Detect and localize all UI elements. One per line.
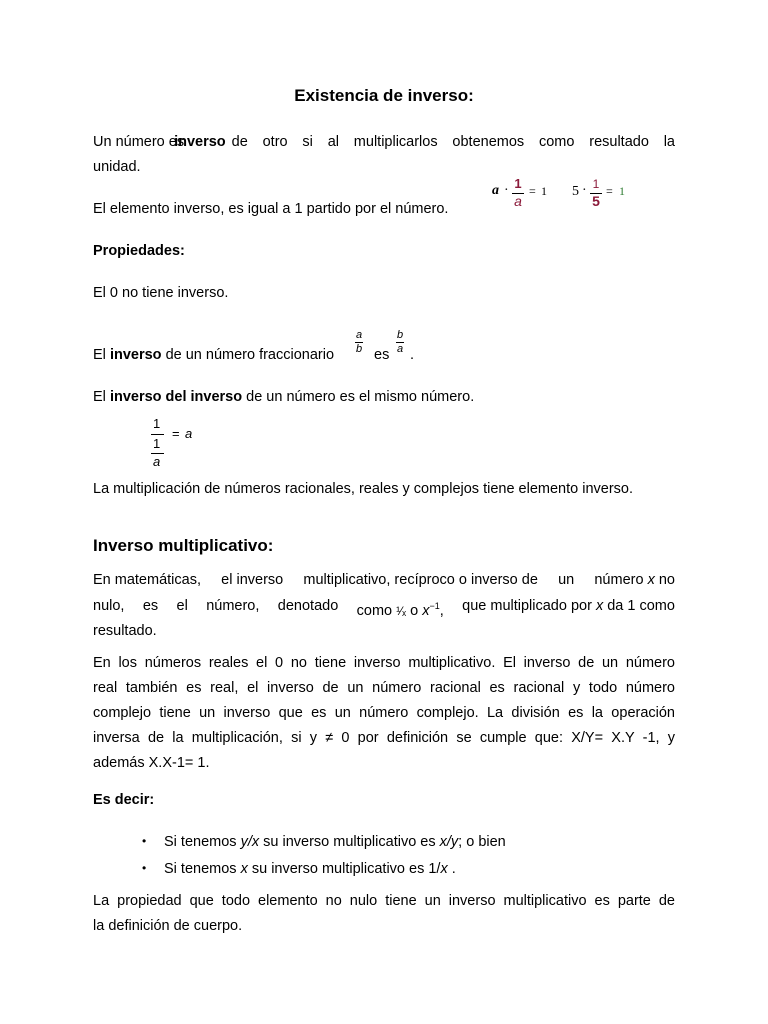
section2-p3 [93, 889, 675, 939]
formula-result-2: 1 [619, 184, 625, 198]
text: el inverso [221, 572, 284, 588]
text-numero-x [594, 568, 675, 593]
properties-heading: Propiedades: [93, 243, 185, 259]
intro-line-1 [93, 130, 675, 155]
nested-fraction-formula [150, 416, 210, 472]
text: que multiplicado por [462, 598, 592, 614]
text: como [356, 602, 393, 619]
formula-one: 1 [514, 176, 522, 191]
bullet-dot: • [142, 834, 147, 848]
text: su inverso multiplicativo es 1/ [251, 861, 441, 877]
formula-one-2: 1 [592, 177, 600, 191]
property-no-zero-inverse: El 0 no tiene inverso. [93, 285, 229, 301]
nested-main-bar [151, 434, 164, 435]
text: Si tenemos [164, 861, 237, 877]
text: su inverso multiplicativo es [263, 834, 436, 850]
text: número [594, 572, 644, 588]
frac-num: a [356, 329, 363, 341]
bullet-item-1 [164, 830, 506, 855]
var-x: x [647, 572, 655, 588]
section2-p1-line3: resultado. [93, 623, 157, 639]
p2-line: complejo tiene un inverso que es un número complejo. La división es la operación [93, 705, 675, 721]
frac-den: b [356, 343, 363, 355]
intro-paragraph-2: El elemento inverso, es igual a 1 partido por el número. [93, 201, 449, 217]
text-es: es [374, 347, 390, 363]
bullet-item-2 [164, 857, 456, 882]
text: de un número fraccionario [165, 347, 335, 363]
p2-line: inversa de la multiplicación, si y ≠ 0 por definición se cumple que: X/Y= X.Y -1, y [93, 730, 675, 746]
text: En matemáticas, [93, 572, 201, 588]
intro-text: Un número es [93, 134, 185, 150]
section2-p1-line1 [93, 568, 675, 593]
nested-equals: = [172, 426, 180, 441]
var-yx: y/x [240, 834, 260, 850]
bullet-dot: • [142, 861, 147, 875]
text-period: . [410, 347, 415, 363]
property-fraction-inverse [93, 343, 334, 368]
exponent: −1 [429, 601, 440, 611]
text: número, [206, 598, 260, 614]
inverse-example-formula [492, 176, 642, 212]
section-heading-inverso-multiplicativo: Inverso multiplicativo: [93, 536, 274, 555]
text: el [176, 598, 188, 614]
p2-line: En los números reales el 0 no tiene inverso multiplicativo. El inverso de un número [93, 655, 675, 671]
formula-equals: = [529, 184, 536, 198]
formula-den-a: a [514, 193, 522, 209]
nested-a: a [153, 454, 161, 469]
var-x: x [440, 861, 448, 877]
text: El [93, 389, 106, 405]
formula-dot-2: · [582, 183, 587, 198]
es-decir-heading: Es decir: [93, 792, 155, 808]
text: un [558, 572, 575, 588]
text: denotado [277, 598, 339, 614]
frac-den: a [397, 343, 404, 355]
text: . [447, 861, 456, 877]
text-como-recip [357, 594, 444, 624]
var-x: x [240, 861, 248, 877]
formula-result: 1 [541, 184, 547, 198]
page-title: Existencia de inverso: [294, 86, 474, 105]
text: o [410, 602, 419, 619]
p3-line: La propiedad que todo elemento no nulo tiene un inverso multiplicativo es parte de [93, 893, 675, 909]
bold-inverso-del-inverso: inverso del inverso [109, 389, 243, 405]
text: Si tenemos [164, 834, 237, 850]
intro-bold-inverso: inverso [174, 134, 226, 150]
formula-dot: · [504, 183, 509, 198]
reciprocal-symbol: ¹⁄ₓ [396, 603, 407, 618]
text: nulo, [93, 598, 125, 614]
text: multiplicativo, recíproco o inverso de [303, 572, 538, 588]
p2-line: además X.X-1= 1. [93, 755, 210, 771]
p2-line: real también es real, el inverso de un número racional es racional y todo número [93, 680, 675, 696]
formula-a: a [492, 183, 499, 198]
formula-equals-2: = [606, 184, 613, 198]
text: El [93, 347, 106, 363]
text: ; o bien [458, 834, 506, 850]
var-x: x [595, 598, 604, 614]
section2-p2 [93, 651, 675, 776]
p3-line: la definición de cuerpo. [93, 918, 243, 934]
bold-inverso: inverso [109, 347, 162, 363]
intro-line-2: unidad. [93, 159, 141, 175]
text: , [439, 602, 444, 619]
var-x: x [422, 602, 430, 619]
property-inverse-of-inverse [93, 385, 474, 410]
text-multiplicado [462, 594, 675, 624]
nested-result: a [185, 426, 193, 441]
property-racionales: La multiplicación de números racionales, reales y complejos tiene elemento inverso. [93, 481, 633, 497]
text: da 1 como [607, 598, 675, 614]
intro-text-rest: de otro si al multiplicarlos obtenemos como resultado la [231, 134, 675, 150]
fraction-b-over-a [396, 330, 404, 355]
nested-top-one: 1 [153, 416, 161, 431]
var-xy: x/y [439, 834, 459, 850]
text: es [142, 598, 159, 614]
text: no [658, 572, 675, 588]
formula-den-5: 5 [592, 193, 600, 209]
frac-num: b [397, 329, 404, 341]
formula-five: 5 [572, 184, 579, 199]
text: de un número es el mismo número. [246, 389, 475, 405]
fraction-a-over-b [355, 330, 363, 355]
section2-p1-line2 [93, 594, 675, 624]
nested-mid-one: 1 [153, 436, 161, 451]
